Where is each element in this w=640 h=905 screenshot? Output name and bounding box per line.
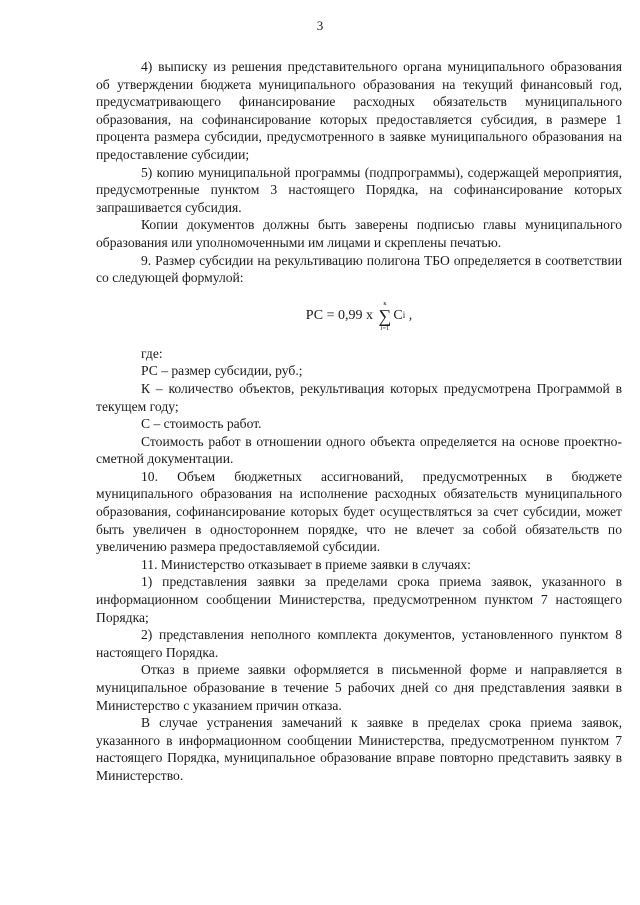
formula-subscript: i xyxy=(402,309,406,320)
formula-lhs: РС = 0,99 х xyxy=(305,307,377,323)
summation-symbol xyxy=(379,300,392,332)
definition-c: С – стоимость работ. xyxy=(141,416,262,432)
clause-11-item-1: 1) представления заявки за пределами срока приема заявок, указанного в информационном сообщении Министерства, предусмотренном пунктом 7 настоящего Порядка; xyxy=(96,574,622,625)
sum-lower-limit: i=1 xyxy=(380,324,390,332)
clause-9: 9. Размер субсидии на рекультивацию полигона ТБО определяется в соответствии со следующей формулой: xyxy=(96,252,622,286)
resubmission-paragraph: В случае устранения замечаний к заявке в пределах срока приема заявок, указанного в информационном сообщении Министерства, предусмотренном пунктом 7 настоящего Порядка, муниципальное образование вправе повторно представить заявку в Министерство. xyxy=(96,715,622,783)
document-body xyxy=(96,58,622,785)
cost-note: Стоимость работ в отношении одного объекта определяется на основе проектно-сметной документации. xyxy=(96,433,622,467)
formula-term: С xyxy=(393,307,403,323)
clause-11-intro: 11. Министерство отказывает в приеме заявки в случаях: xyxy=(141,556,471,572)
definition-k: К – количество объектов, рекультивация которых предусмотрена Программой в текущем году; xyxy=(96,380,622,414)
copies-paragraph: Копии документов должны быть заверены подписью главы муниципального образования или уполномоченными им лицами и скреплены печатью. xyxy=(96,217,622,250)
list-item-5: 5) копию муниципальной программы (подпрограммы), содержащей мероприятия, предусмотренные пунктом 3 настоящего Порядка, на софинансирование которых запрашивается субсидия. xyxy=(96,164,622,215)
refusal-paragraph: Отказ в приеме заявки оформляется в письменной форме и направляется в муниципальное образование в течение 5 рабочих дней со дня представления заявки в Министерство с указанием причин отказа. xyxy=(96,662,622,713)
page-number: 3 xyxy=(316,18,324,33)
definition-pc: РС – размер субсидии, руб.; xyxy=(141,363,303,379)
sigma-glyph: ∑ xyxy=(378,305,392,326)
formula-tail: , xyxy=(405,307,413,323)
where-label: где: xyxy=(141,345,163,361)
list-item-4: 4) выписку из решения представительного органа муниципального образования об утверждении бюджета муниципального образования на текущий финансовый год, предусматривающего финансирование расходных обязательств муниципального образования, на софинансирование которых предоставляется субсидия, в размере 1 процента размера субсидии, предусмотренного в заявке муниципального образования на предоставление субсидии; xyxy=(96,59,622,162)
clause-10: 10. Объем бюджетных ассигнований, предусмотренных в бюджете муниципального образования на исполнение расходных обязательств муниципального образования, софинансирование которых будет осуществляться за счет субсидии, может быть увеличен в одностороннем порядке, что не влечет за собой обязательств по увеличению размера предоставляемой субсидии. xyxy=(96,468,622,555)
subsidy-formula xyxy=(96,287,622,345)
sum-upper-limit: к xyxy=(383,299,387,307)
clause-11-item-2: 2) представления неполного комплекта документов, установленного пунктом 8 настоящего Порядка. xyxy=(96,627,622,660)
